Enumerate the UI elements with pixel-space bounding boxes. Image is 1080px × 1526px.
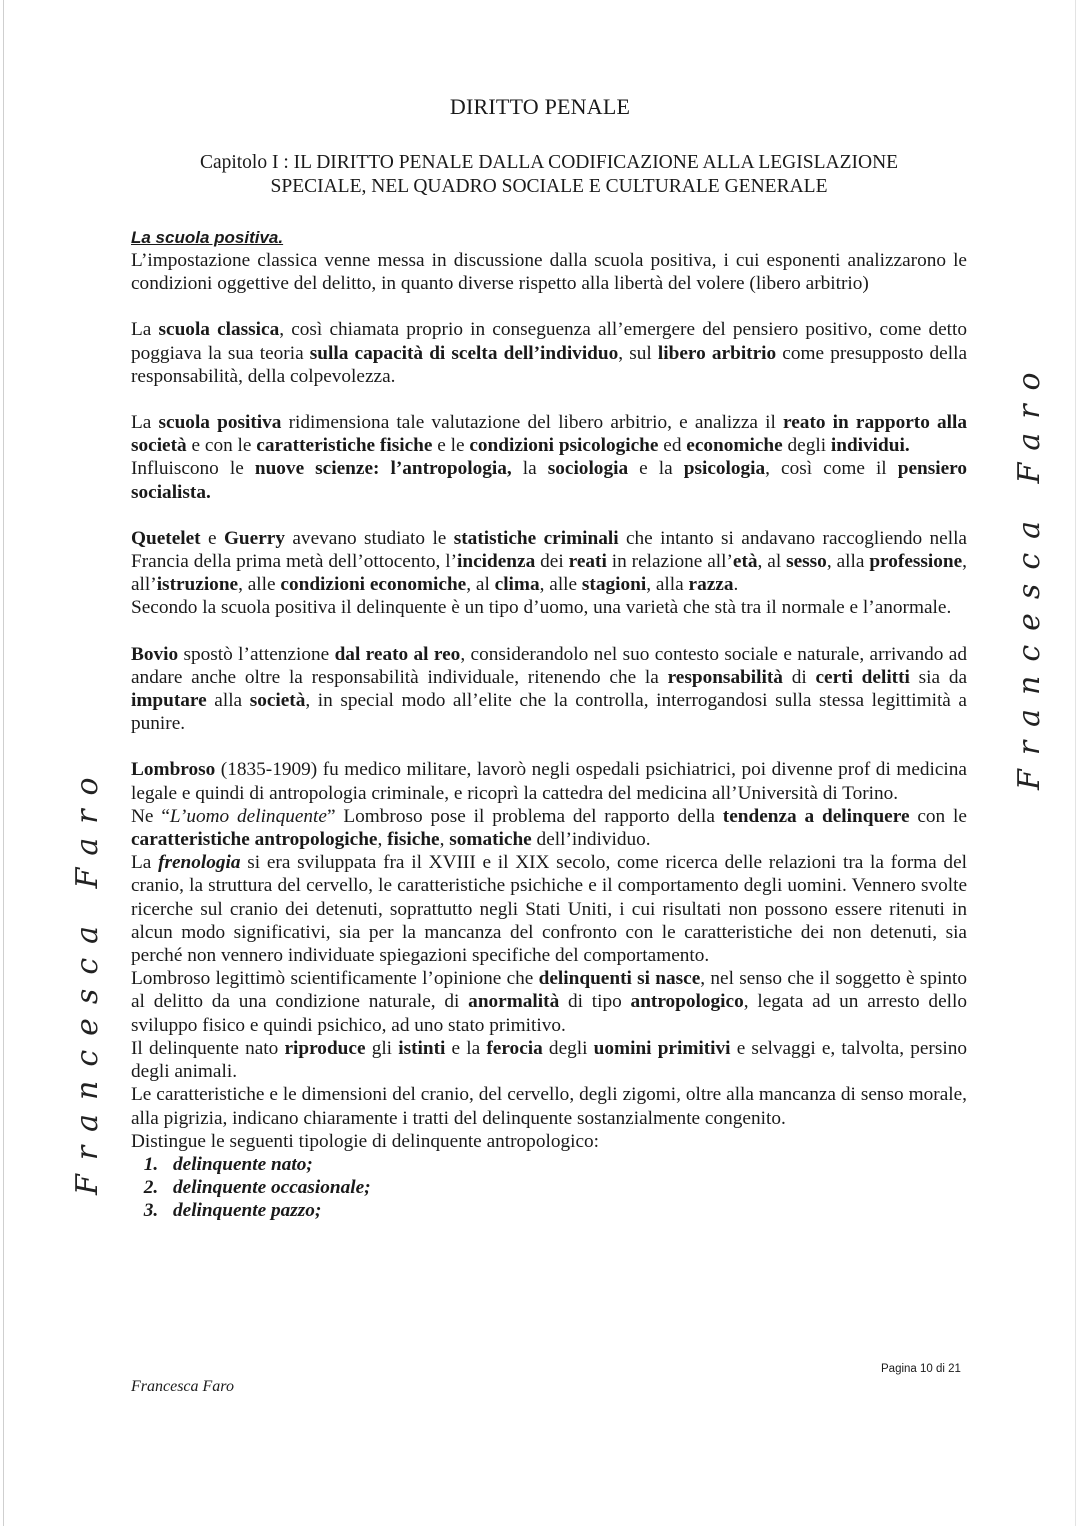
bold-text: istinti bbox=[398, 1037, 446, 1059]
chapter-title-line: Capitolo I : IL DIRITTO PENALE DALLA CODIFICAZIONE ALLA LEGISLAZIONE bbox=[199, 152, 899, 173]
bold-text: somatiche bbox=[449, 829, 532, 851]
text: in relazione all’ bbox=[606, 551, 733, 573]
text: L’impostazione classica venne messa in discussione dalla scuola positiva, i cui esponenti analizzarono le condizioni oggettive del delitto, in quanto diverse rispetto alla libertà del volere (libero arbitrio) bbox=[131, 250, 967, 295]
text: che intanto si andavano raccogliendo nella Francia della prima metà dell’ottocento, l’ bbox=[131, 527, 967, 573]
paragraph bbox=[131, 596, 967, 619]
scan-edge bbox=[1075, 0, 1076, 1526]
bold-text: Lombroso bbox=[131, 759, 216, 781]
paragraph bbox=[131, 1037, 967, 1083]
text: ed bbox=[658, 435, 687, 457]
paragraph bbox=[131, 643, 967, 736]
text: e bbox=[200, 527, 224, 549]
text: si era sviluppata fra il XVIII e il XIX secolo, come ricerca delle relazioni tra la forma del cranio, la struttura del cervello, le caratteristiche psichiche e il comportamento degli uomini. Vennero svolte ricerche sul cranio dei detenuti, soprattutto negli Stati Uniti, i cui risultati non possono essere ritenuti in alcun modo significativi, sia per la mancanza del confronto con le caratteristiche dei non detenuti, sia perché non vennero individuate spiegazioni specifiche del comportamento. bbox=[131, 852, 967, 967]
text: di bbox=[782, 666, 816, 688]
text: e la bbox=[445, 1037, 487, 1059]
bold-text: condizioni psicologiche bbox=[469, 435, 659, 457]
emphasis-text: L’uomo delinquente bbox=[169, 805, 327, 827]
paragraphs bbox=[131, 249, 967, 1153]
bold-text: uomini primitivi bbox=[593, 1037, 731, 1059]
watermark-left: Francesca Faro bbox=[70, 763, 105, 1195]
chapter-title-line: SPECIALE, NEL QUADRO SOCIALE E CULTURALE GENERALE bbox=[270, 176, 828, 197]
text: , alla bbox=[826, 551, 870, 573]
text: , alla bbox=[646, 574, 689, 596]
bold-text: nuove scienze: bbox=[254, 458, 380, 480]
paragraph bbox=[131, 805, 967, 851]
text: , alle bbox=[238, 574, 281, 596]
paragraph bbox=[131, 967, 967, 1037]
bold-text: scuola positiva bbox=[158, 412, 282, 434]
bold-text: stagioni bbox=[581, 574, 647, 596]
text: , legata ad un arresto dello sviluppo fisico e quindi psichico, ad uno stato primitivo. bbox=[131, 991, 967, 1036]
paragraph bbox=[131, 527, 967, 597]
bold-text: ferocia bbox=[486, 1037, 543, 1059]
text: e la bbox=[628, 458, 684, 480]
bold-text: età bbox=[732, 551, 758, 573]
bold-text: responsabilità bbox=[667, 666, 783, 688]
text: Il delinquente nato bbox=[131, 1037, 285, 1059]
list-item: 1. delinquente nato; bbox=[163, 1153, 967, 1176]
bold-text: riproduce bbox=[284, 1037, 366, 1059]
bold-text: reato in rapporto alla società bbox=[131, 412, 968, 457]
paragraph bbox=[131, 411, 967, 457]
bold-text: clima bbox=[494, 574, 540, 596]
text: Secondo la scuola positiva il delinquente è un tipo d’uomo, una varietà che stà tra il normale e l’anormale. bbox=[131, 597, 952, 619]
bold-text: individui. bbox=[830, 435, 910, 457]
bold-text: condizioni economiche bbox=[280, 574, 467, 596]
text: , bbox=[439, 829, 450, 851]
text: sia da bbox=[909, 666, 968, 688]
typology-list bbox=[131, 1153, 967, 1223]
text: Le caratteristiche e le dimensioni del cranio, del cervello, degli zigomi, oltre alla mancanza di senso morale, alla pigrizia, indicano chiaramente i tratti del delinquente sostanzialmente congenito. bbox=[131, 1084, 967, 1129]
page-number: Pagina 10 di 21 bbox=[881, 1363, 961, 1375]
emphasis-text: frenologia bbox=[158, 852, 241, 874]
text: e selvaggi e, talvolta, persino degli animali. bbox=[131, 1037, 967, 1083]
text: Ne “ bbox=[131, 805, 170, 827]
text: alla bbox=[206, 690, 250, 712]
footer-author: Francesca Faro bbox=[131, 1378, 234, 1395]
list-item: 2. delinquente occasionale; bbox=[163, 1176, 967, 1199]
text: dell’individuo. bbox=[531, 829, 651, 851]
text: come presupposto della responsabilità, della colpevolezza. bbox=[131, 342, 968, 387]
text: (1835-1909) fu medico militare, lavorò negli ospedali psichiatrici, poi divenne prof di medicina legale e quindi di antropologia criminale, e ricoprì la cattedra del medicina all’Università di Torino. bbox=[131, 759, 967, 804]
text: ridimensiona tale valutazione del libero arbitrio, e analizza il bbox=[281, 412, 784, 434]
bold-text: sociologia bbox=[547, 458, 629, 480]
list-item: 3. delinquente pazzo; bbox=[163, 1199, 967, 1222]
text: la bbox=[511, 458, 548, 480]
text: La bbox=[131, 319, 159, 341]
text: , al bbox=[466, 574, 495, 596]
bold-text: sesso bbox=[786, 551, 827, 573]
bold-text: istruzione bbox=[156, 574, 239, 596]
scan-edge bbox=[3, 0, 4, 1526]
text: gli bbox=[365, 1037, 399, 1059]
document-body bbox=[131, 226, 967, 1223]
bold-text: statistiche criminali bbox=[453, 527, 619, 549]
bold-text: antropologico bbox=[630, 991, 744, 1013]
bold-text: sulla capacità di scelta dell’individuo bbox=[309, 342, 619, 364]
text: spostò l’attenzione bbox=[178, 643, 335, 665]
bold-text: fisiche bbox=[387, 829, 440, 851]
bold-text: incidenza bbox=[457, 551, 536, 573]
text: Influiscono le bbox=[131, 458, 255, 480]
text: ” Lombroso pose il problema del rapporto della bbox=[326, 805, 723, 827]
text: e con le bbox=[186, 435, 257, 457]
bold-text: professione bbox=[869, 551, 963, 573]
text: con le bbox=[909, 805, 967, 827]
bold-text: libero arbitrio bbox=[657, 342, 777, 364]
text: , all’ bbox=[131, 551, 967, 596]
text: avevano studiato le bbox=[284, 527, 454, 549]
bold-text: imputare bbox=[131, 690, 207, 712]
paragraph bbox=[131, 1130, 967, 1153]
bold-text: economiche bbox=[686, 435, 783, 457]
text bbox=[379, 458, 390, 479]
paragraph bbox=[131, 1083, 967, 1129]
bold-text: anormalità bbox=[468, 991, 560, 1013]
text: degli bbox=[782, 435, 831, 457]
bold-text: razza bbox=[688, 574, 734, 596]
bold-text: psicologia bbox=[683, 458, 766, 480]
section-heading: La scuola positiva. bbox=[131, 228, 284, 247]
bold-text: pensiero socialista. bbox=[131, 458, 967, 503]
text: , così come il bbox=[765, 458, 898, 480]
bold-text: scuola classica bbox=[158, 319, 280, 341]
paragraph bbox=[131, 457, 967, 503]
text: , nel senso che il soggetto è spinto al delitto da una condizione naturale, di bbox=[131, 968, 967, 1013]
text: , considerandolo nel suo contesto sociale e naturale, arrivando ad andare anche oltre la responsabilità individuale, ritenendo che la bbox=[131, 643, 968, 688]
bold-text: delinquenti si nasce bbox=[538, 968, 701, 990]
bold-text: società bbox=[249, 690, 306, 712]
bold-text: dal reato al reo bbox=[334, 643, 461, 665]
paragraph bbox=[131, 249, 967, 295]
text: . bbox=[733, 574, 739, 596]
text: La bbox=[131, 852, 159, 874]
bold-text: caratteristiche antropologiche bbox=[131, 829, 378, 851]
text: dei bbox=[535, 551, 569, 573]
bold-text: certi delitti bbox=[815, 666, 910, 688]
text: , così chiamata proprio in conseguenza all’emergere del pensiero positivo, come detto poggiava la sua teoria bbox=[131, 319, 968, 364]
text: e le bbox=[432, 435, 470, 457]
bold-text: reati bbox=[568, 551, 607, 573]
paragraph bbox=[131, 758, 967, 804]
text: , alle bbox=[539, 574, 582, 596]
text: La bbox=[131, 412, 159, 434]
text: Lombroso legittimò scientificamente l’opinione che bbox=[131, 968, 539, 990]
bold-text: l’antropologia, bbox=[390, 458, 512, 480]
chapter-title bbox=[131, 151, 967, 199]
paragraph bbox=[131, 318, 967, 388]
text: Distingue le seguenti tipologie di delinquente antropologico: bbox=[131, 1130, 600, 1152]
paragraph bbox=[131, 851, 967, 967]
text: di tipo bbox=[559, 991, 631, 1013]
bold-text: tendenza a delinquere bbox=[722, 805, 910, 827]
text: , sul bbox=[618, 342, 658, 364]
bold-text: Bovio bbox=[131, 643, 179, 665]
bold-text: Quetelet bbox=[131, 527, 201, 549]
bold-text: Guerry bbox=[223, 527, 285, 549]
text: , bbox=[377, 829, 388, 851]
text: degli bbox=[542, 1037, 594, 1059]
bold-text: caratteristiche fisiche bbox=[256, 435, 433, 457]
document-title: DIRITTO PENALE bbox=[449, 94, 631, 119]
text: , al bbox=[757, 551, 787, 573]
watermark-right: Francesca Faro bbox=[1012, 358, 1047, 790]
text: , in special modo all’elite che la controlla, interrogandosi sulla stessa legittimità a punire. bbox=[131, 690, 967, 735]
